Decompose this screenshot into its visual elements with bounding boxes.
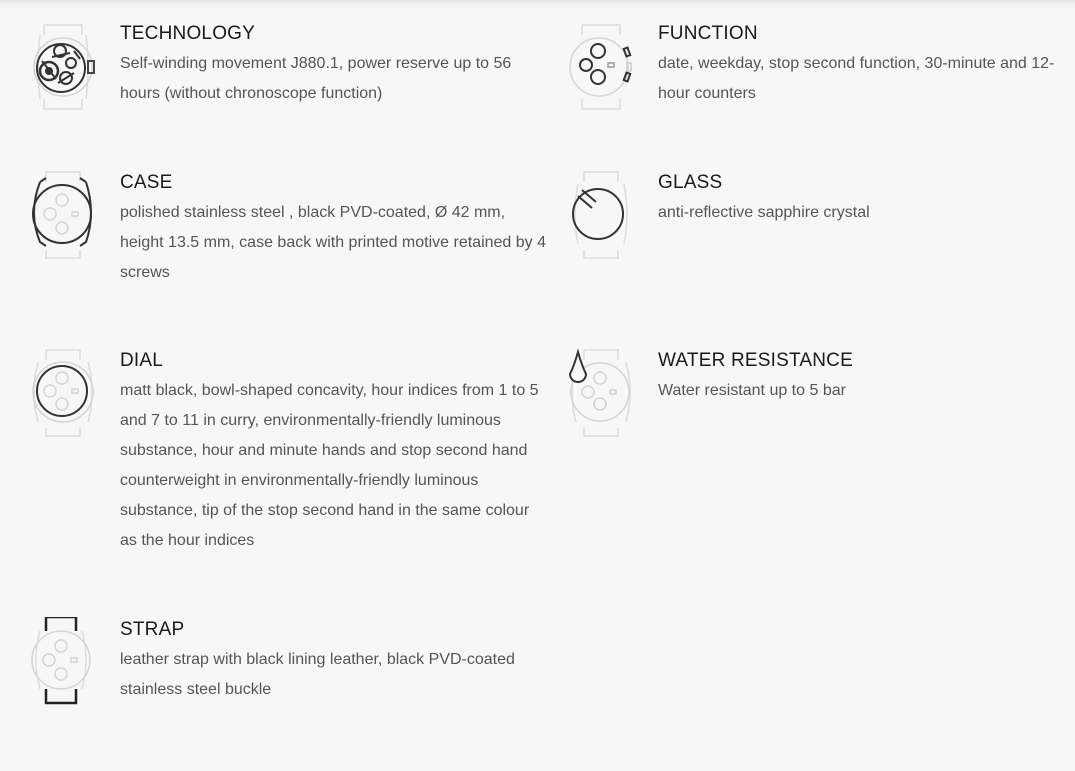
spec-title: TECHNOLOGY: [120, 23, 256, 44]
spec-title: STRAP: [120, 619, 185, 640]
watch-dial-icon: [30, 348, 100, 440]
spec-title: WATER RESISTANCE: [658, 350, 853, 371]
spec-title: FUNCTION: [658, 23, 758, 44]
water-drop-icon: [568, 348, 638, 440]
spec-text: matt black, bowl-shaped concavity, hour indices from 1 to 5 and 7 to 11 in curry, environmentally-friendly luminous substance, hour and minute hands and stop second hand counterweight in environmentally-friendly luminous substance, tip of the stop second hand in the same colour as the hour indices: [120, 382, 539, 549]
spec-text: Water resistant up to 5 bar: [658, 382, 846, 399]
watch-glass-icon: [568, 170, 638, 262]
spec-text: date, weekday, stop second function, 30-minute and 12-hour counters: [658, 55, 1055, 102]
watch-case-icon: [30, 170, 100, 262]
watch-strap-icon: [30, 617, 100, 709]
spec-text: polished stainless steel , black PVD-coated, Ø 42 mm, height 13.5 mm, case back with printed motive retained by 4 screws: [120, 204, 546, 281]
spec-text: Self-winding movement J880.1, power reserve up to 56 hours (without chronoscope function): [120, 55, 512, 102]
spec-title: GLASS: [658, 172, 723, 193]
spec-title: DIAL: [120, 350, 164, 371]
top-shadow-divider: [0, 0, 1075, 6]
chronograph-function-icon: [568, 21, 638, 113]
spec-text: anti-reflective sapphire crystal: [658, 204, 870, 221]
movement-icon: [30, 21, 100, 113]
spec-title: CASE: [120, 172, 173, 193]
spec-text: leather strap with black lining leather, black PVD-coated stainless steel buckle: [120, 651, 515, 698]
